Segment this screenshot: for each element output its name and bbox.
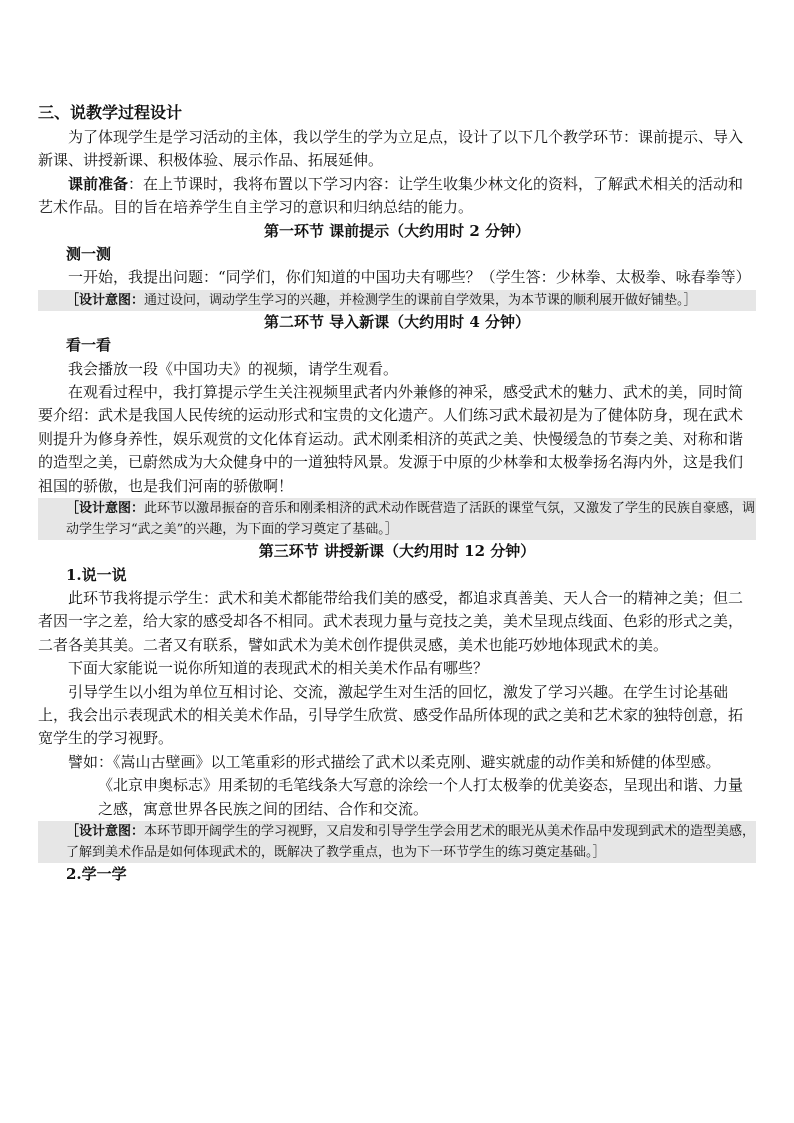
intro-paragraph: 为了体现学生是学习活动的主体，我以学生的学为立足点，设计了以下几个教学环节：课前提示、导入新课、讲授新课、积极体验、展示作品、拓展延伸。 [38,128,744,170]
step2-heading: 第二环节 导入新课（大约用时 4 分钟） [263,312,531,331]
step2-sub: 看一看 [66,336,112,355]
step3-sub1: 1.说一说 [66,565,127,584]
step1-note-text: 通过设问，调动学生学习的兴趣，并检测学生的课前自学效果，为本节课的顺利展开做好铺垫。］ [144,292,697,308]
step2-p1: 我会播放一段《中国功夫》的视频，请学生观看。 [68,359,399,378]
step3-heading: 第三环节 讲授新课（大约用时 12 分钟） [258,542,536,561]
step3-p3: 引导学生以小组为单位互相讨论、交流，激起学生对生活的回忆，激发了学习兴趣。在学生讨论基础上，我会出示表现武术的相关美术作品，引导学生欣赏、感受作品所体现的武之美和艺术家的独特创意，拓宽学生的学习视野。 [38,682,744,748]
step1-heading: 第一环节 课前提示（大约用时 2 分钟） [263,221,531,240]
step3-p5: 《北京申奥标志》用柔韧的毛笔线条大写意的涂绘一个人打太极拳的优美姿态，呈现出和谐、力量之感，寓意世界各民族之间的团结、合作和交流。 [98,776,744,818]
step3-note-label: ［设计意图： [66,823,145,839]
step2-p2: 在观看过程中，我打算提示学生关注视频里武者内外兼修的神采，感受武术的魅力、武术的美，同时简要介绍：武术是我国人民传统的运动形式和宝贵的文化遗产。人们练习武术最初是为了健体防身，现在武术则提升为修身养性，娱乐观赏的文化体育运动。武术刚柔相济的英武之美、快慢缓急的节奏之美、对称和谐的造型之美，已蔚然成为大众健身中的一道独特风景。发源于中原的少林拳和太极拳扬名海内外，这是我们祖国的骄傲，也是我们河南的骄傲啊！ [38,383,744,495]
step2-note-label: ［设计意图： [66,501,145,517]
prep-text: ：在上节课时，我将布置以下学习内容：让学生收集少林文化的资料，了解武术相关的活动和艺术作品。目的旨在培养学生自主学习的意识和归纳总结的能力。 [38,174,744,217]
step1-note-label: ［设计意图： [66,292,145,308]
step1-note [38,290,756,311]
step3-note [38,821,756,863]
step3-note-text: 本环节即开阔学生的学习视野，又启发和引导学生学会用艺术的眼光从美术作品中发现到武术的造型美感，了解到美术作品是如何体现武术的，既解决了教学重点，也为下一环节学生的练习奠定基础。］ [66,823,756,860]
step3-sub2: 2.学一学 [66,864,127,883]
prep-label: 课前准备 [68,174,129,193]
document-page [38,96,756,886]
section-title: 三、说教学过程设计 [38,103,183,122]
step3-p1: 此环节我将提示学生：武术和美术都能带给我们美的感受，都追求真善美、天人合一的精神之美；但二者因一字之差，给大家的感受却各不相同。武术表现力量与竞技之美，美术呈现点线面、色彩的形式之美，二者各美其美。二者又有联系，譬如武术为美术创作提供灵感，美术也能巧妙地体现武术的美。 [38,588,744,654]
step1-sub: 测一测 [66,245,112,264]
prep-paragraph [38,173,756,220]
step3-p2: 下面大家能说一说你所知道的表现武术的相关美术作品有哪些？ [68,659,489,678]
step3-p4: 譬如：《嵩山古壁画》以工笔重彩的形式描绘了武术以柔克刚、避实就虚的动作美和矫健的体型感。 [68,752,721,771]
step2-note-text: 此环节以激昂振奋的音乐和刚柔相济的武术动作既营造了活跃的课堂气氛，又激发了学生的民族自豪感，调动学生学习“武之美”的兴趣，为下面的学习奠定了基础。］ [66,501,756,538]
step2-note [38,498,756,540]
step1-text: 一开始，我提出问题：“同学们，你们知道的中国功夫有哪些？（学生答：少林拳、太极拳、咏春拳等） [68,268,751,287]
